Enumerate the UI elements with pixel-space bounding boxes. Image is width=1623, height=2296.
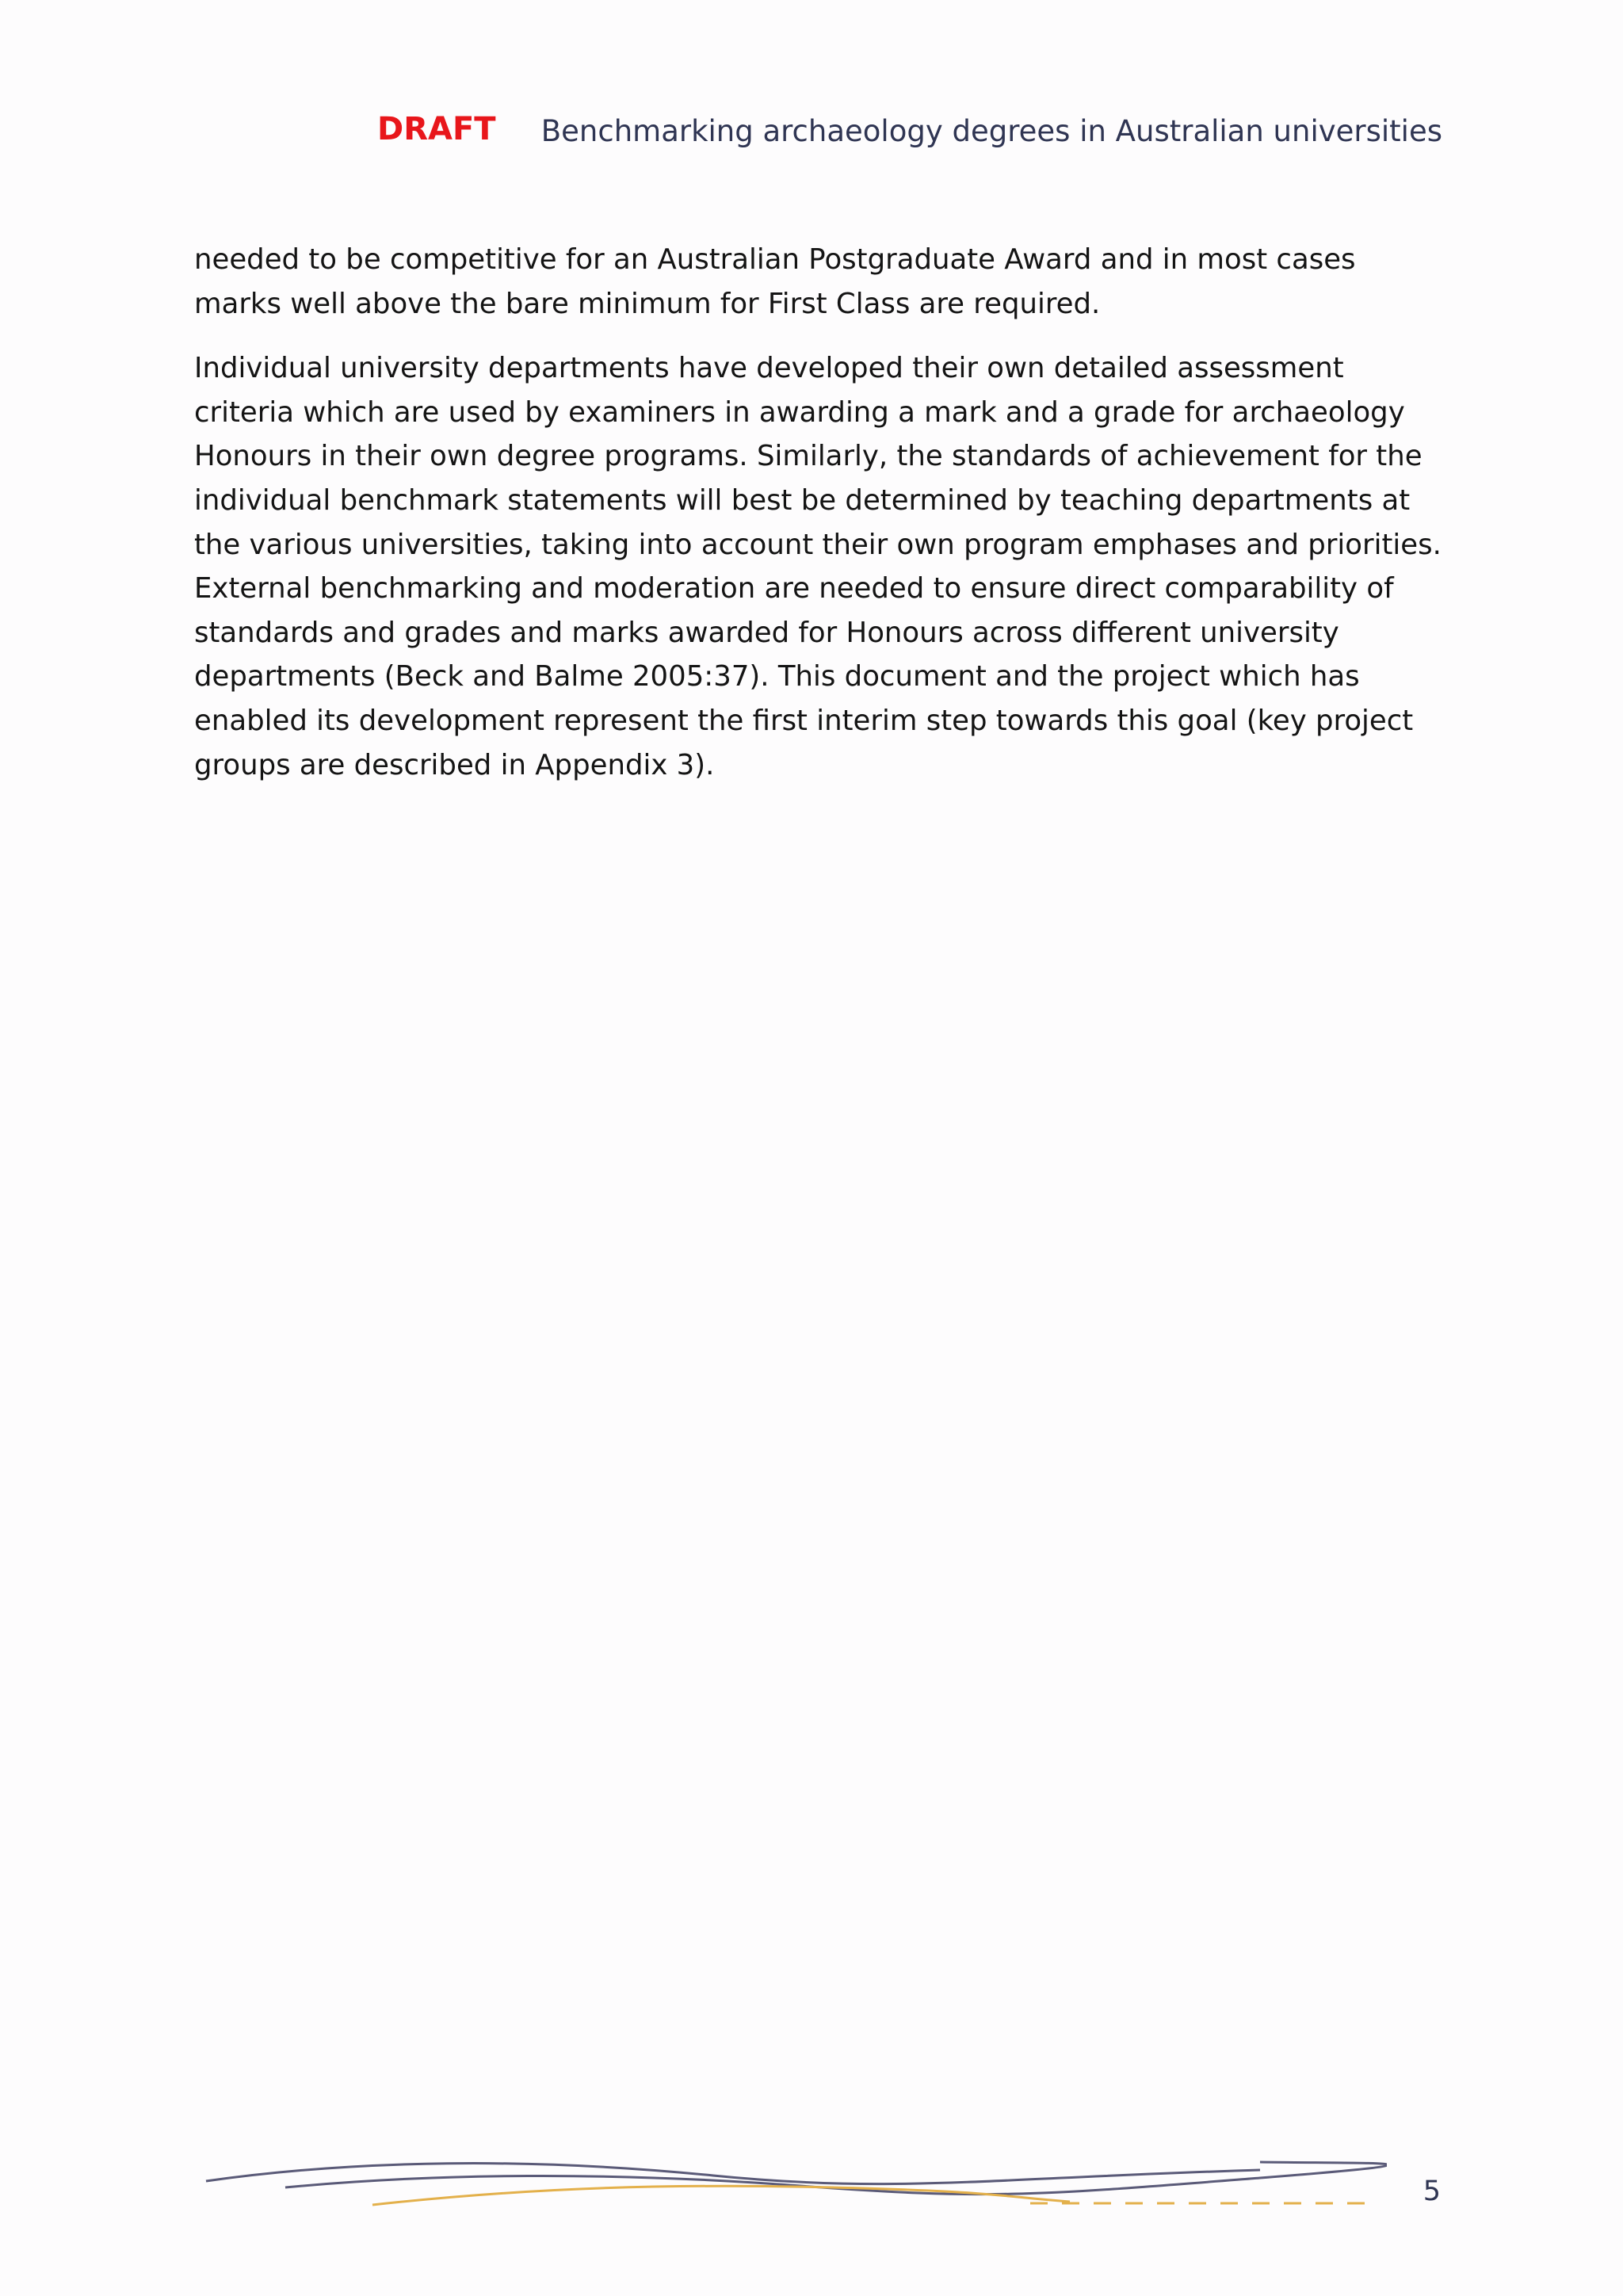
paragraph: needed to be competitive for an Australian Postgraduate Award and in most cases marks well above the bare minimum for First Class are required. [194,243,1356,320]
running-header-title: Benchmarking archaeology degrees in Australian universities [540,114,1442,148]
paragraph: Individual university departments have developed their own detailed assessment criteria which are used by examiners in awarding a mark and a grade for archaeology Honours in their own degree programs. Similarly, the standards of achievement for the individual benchmark statements will best be determined by teaching departments at the various universities, taking into account their own program emphases and priorities. External benchmarking and moderation are needed to ensure direct comparability of standards and grades and marks awarded for Honours across different university departments (Beck and Balme 2005:37). This document and the project which has enabled its development represent the first interim step towards this goal (key project groups are described in Appendix 3). [194,352,1442,781]
body-text [194,238,1446,808]
decorative-swoosh-icon [198,2140,1387,2211]
page-number: 5 [1423,2176,1441,2207]
draft-label: DRAFT [377,111,496,147]
